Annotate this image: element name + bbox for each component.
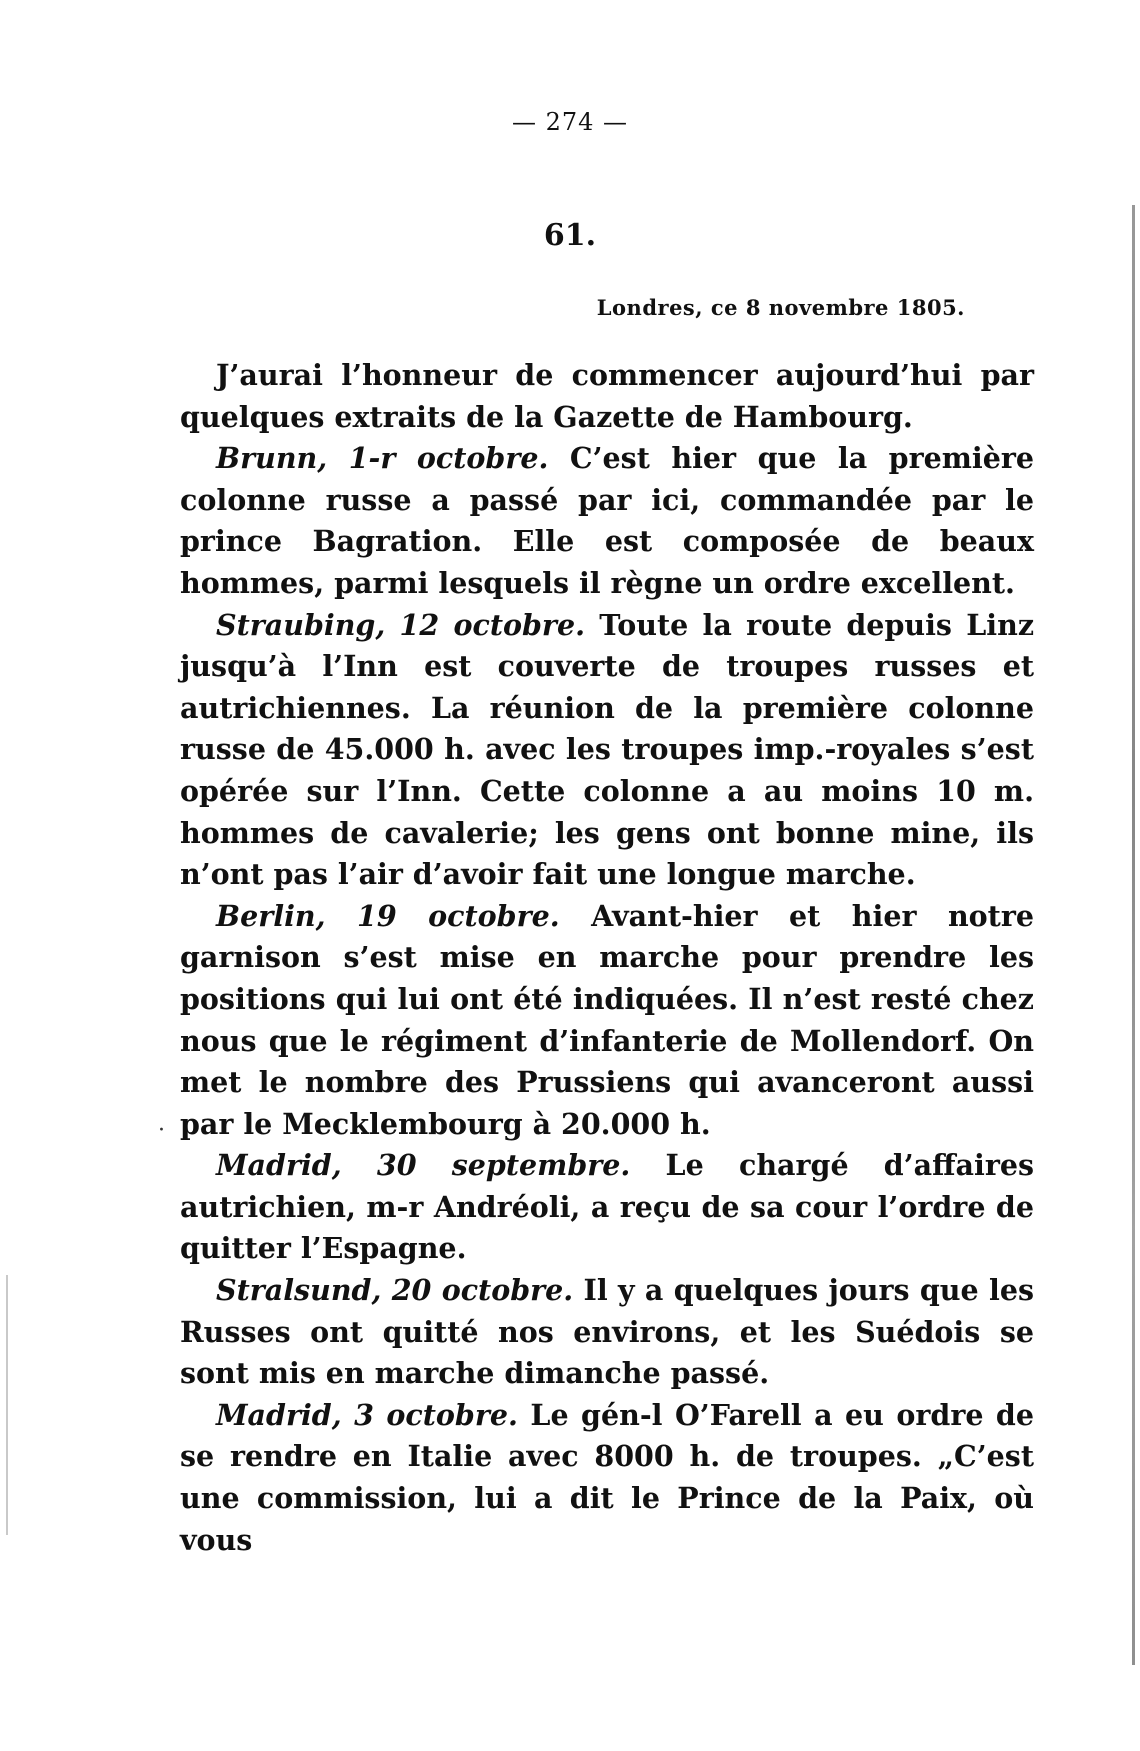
paragraph-straubing bbox=[180, 605, 1034, 896]
place-date: Madrid, 3 octobre. bbox=[216, 1397, 518, 1432]
page-edge-shadow bbox=[1132, 205, 1135, 1665]
place-date: Berlin, 19 octobre. bbox=[216, 898, 560, 933]
letter-dateline: Londres, ce 8 novembre 1805. bbox=[596, 295, 965, 320]
paragraph-berlin bbox=[180, 896, 1034, 1146]
letter-number: 61. bbox=[543, 218, 597, 253]
paragraph-stralsund bbox=[180, 1270, 1034, 1395]
letter-body bbox=[180, 355, 1034, 1561]
paragraph-intro bbox=[180, 355, 1034, 438]
paragraph-text: J’aurai l’honneur de commencer aujourd’hui par quelques extraits de la Gazette de Hambourg. bbox=[180, 358, 1034, 434]
paragraph-text: Le gén-l O’Farell a eu ordre de se rendre en Italie avec 8000 h. de troupes. „C’est une commission, lui a dit le Prince de la Paix, où vous bbox=[180, 1397, 1034, 1557]
paragraph-text: Toute la route depuis Linz jusqu’à l’Inn est couverte de troupes russes et autrichiennes. La réunion de la première colonne russe de 45.000 h. avec les troupes imp.-royales s’est opérée sur l’Inn. Cette colonne a au moins 10 m. hommes de cavalerie; les gens ont bonne mine, ils n’ont pas l’air d’avoir fait une longue marche. bbox=[180, 607, 1034, 892]
paragraph-text: Il y a quelques jours que les Russes ont quitté nos environs, et les Suédois se sont mis en marche dimanche passé. bbox=[180, 1273, 1034, 1391]
page-number: — 274 — bbox=[511, 108, 629, 136]
paragraph-text: Le chargé d’affaires autrichien, m-r Andréoli, a reçu de sa cour l’ordre de quitter l’Espagne. bbox=[180, 1148, 1035, 1266]
margin-dot: · bbox=[158, 1118, 165, 1143]
paragraph-madrid-october bbox=[180, 1395, 1034, 1561]
paragraph-text: C’est hier que la première colonne russe a passé par ici, commandée par le prince Bagration. Elle est composée de beaux hommes, parmi lesquels il règne un ordre excellent. bbox=[180, 441, 1035, 600]
place-date: Madrid, 30 septembre. bbox=[216, 1148, 631, 1183]
paragraph-brunn bbox=[180, 438, 1034, 604]
page-edge-mark bbox=[6, 1275, 8, 1535]
paragraph-madrid-september bbox=[180, 1145, 1034, 1270]
place-date: Straubing, 12 octobre. bbox=[216, 607, 586, 642]
place-date: Brunn, 1-r octobre. bbox=[216, 441, 549, 476]
place-date: Stralsund, 20 octobre. bbox=[216, 1273, 574, 1308]
paragraph-text: Avant-hier et hier notre garnison s’est mise en marche pour prendre les positions qui lui ont été indiquées. Il n’est resté chez nous que le régiment d’infanterie de Mollendorf. On met le nombre des Prussiens qui avanceront aussi par le Mecklembourg à 20.000 h. bbox=[180, 898, 1034, 1141]
